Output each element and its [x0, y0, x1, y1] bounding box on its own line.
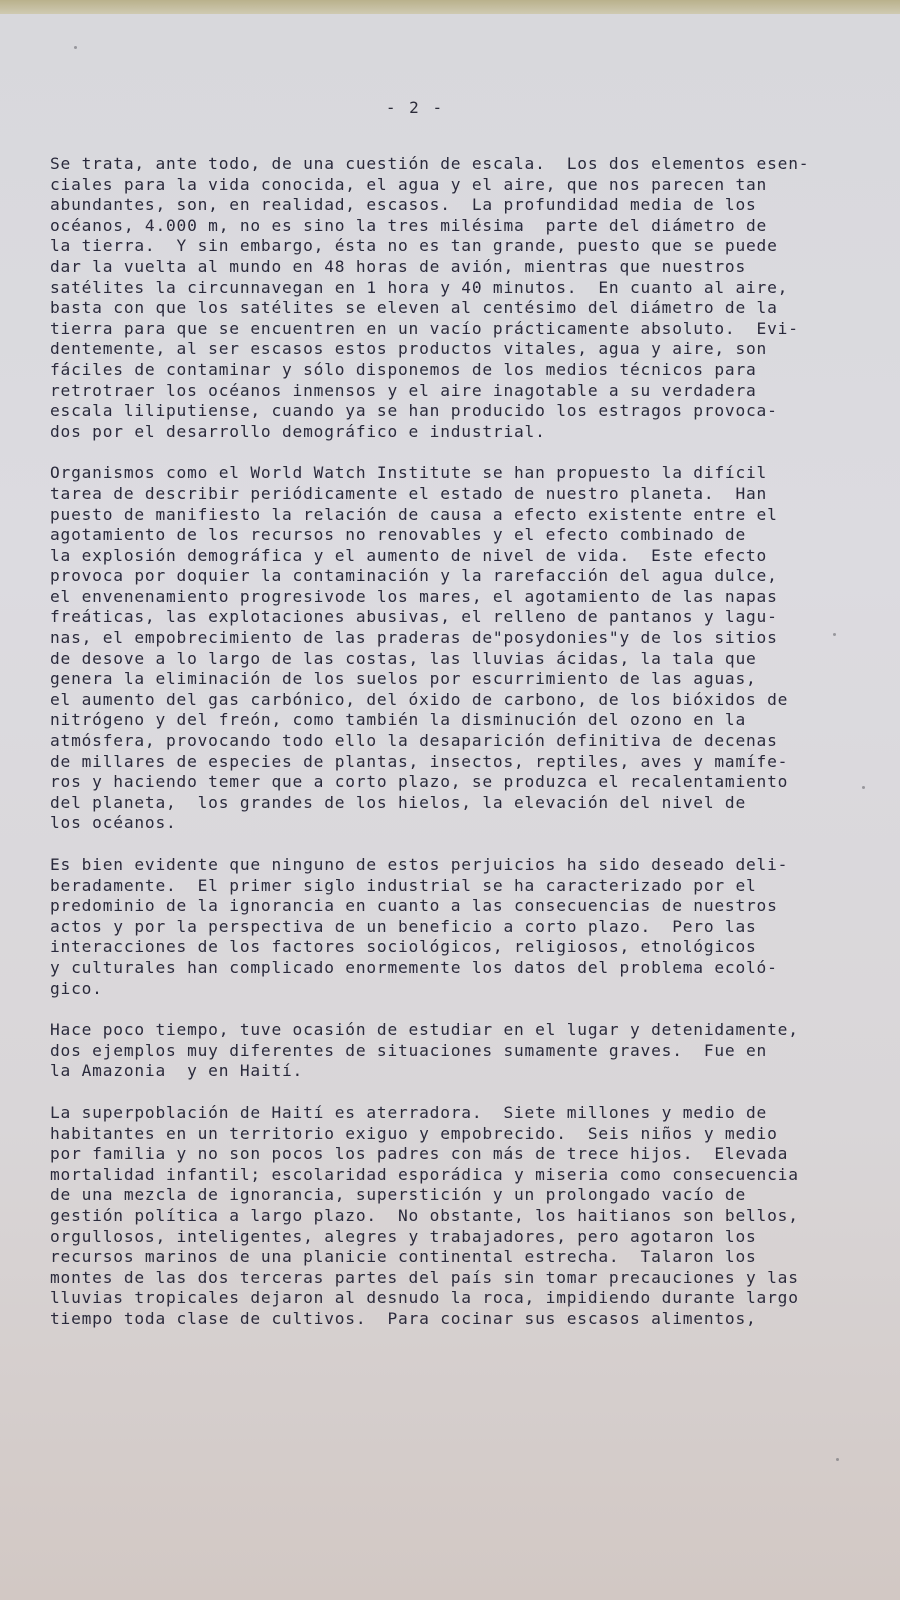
paragraph: [50, 1020, 860, 1082]
text-line: La superpoblación de Haití es aterradora. Siete millones y medio de: [50, 1102, 768, 1122]
text-line: de desove a lo largo de las costas, las lluvias ácidas, la tala que: [50, 648, 757, 668]
text-line: escala liliputiense, cuando ya se han producido los estragos provoca-: [50, 401, 778, 421]
paper-speck: [862, 786, 865, 789]
text-line: predominio de la ignorancia en cuanto a las consecuencias de nuestros: [50, 896, 778, 916]
text-line: beradamente. El primer siglo industrial se ha caracterizado por el: [50, 875, 757, 895]
text-line: basta con que los satélites se eleven al centésimo del diámetro de la: [50, 298, 778, 318]
text-line: montes de las dos terceras partes del país sin tomar precauciones y las: [50, 1267, 799, 1287]
text-line: atmósfera, provocando todo ello la desaparición definitiva de decenas: [50, 731, 778, 751]
text-line: ciales para la vida conocida, el agua y el aire, que nos parecen tan: [50, 174, 768, 194]
text-line: provoca por doquier la contaminación y la rarefacción del agua dulce,: [50, 566, 778, 586]
text-line: Se trata, ante todo, de una cuestión de escala. Los dos elementos esen-: [50, 154, 810, 173]
text-line: orgullosos, inteligentes, alegres y trabajadores, pero agotaron los: [50, 1226, 757, 1246]
text-line: tiempo toda clase de cultivos. Para cocinar sus escasos alimentos,: [50, 1308, 757, 1328]
text-line: por familia y no son pocos los padres con más de trece hijos. Elevada: [50, 1144, 789, 1164]
paper-speck: [833, 633, 836, 636]
text-line: nitrógeno y del freón, como también la disminución del ozono en la: [50, 710, 747, 730]
text-line: la Amazonia y en Haití.: [50, 1061, 304, 1081]
text-line: dos ejemplos muy diferentes de situaciones sumamente graves. Fue en: [50, 1040, 768, 1060]
text-line: genera la eliminación de los suelos por escurrimiento de las aguas,: [50, 669, 757, 689]
text-line: los océanos.: [50, 813, 177, 833]
body-text: [50, 154, 860, 1350]
text-line: Es bien evidente que ninguno de estos perjuicios ha sido deseado deli-: [50, 855, 789, 874]
text-line: tierra para que se encuentren en un vacío prácticamente absoluto. Evi-: [50, 318, 799, 338]
text-line: freáticas, las explotaciones abusivas, el relleno de pantanos y lagu-: [50, 607, 778, 627]
text-line: abundantes, son, en realidad, escasos. La profundidad media de los: [50, 195, 757, 215]
page-number: - 2 -: [385, 98, 445, 117]
text-line: tarea de describir periódicamente el estado de nuestro planeta. Han: [50, 483, 768, 503]
text-line: fáciles de contaminar y sólo disponemos de los medios técnicos para: [50, 359, 757, 379]
paragraph: [50, 855, 860, 999]
text-line: recursos marinos de una planicie continental estrecha. Talaron los: [50, 1247, 757, 1267]
paper-speck: [836, 1458, 839, 1461]
text-line: interacciones de los factores sociológicos, religiosos, etnológicos: [50, 937, 757, 957]
text-line: satélites la circunnavegan en 1 hora y 40 minutos. En cuanto al aire,: [50, 277, 789, 297]
text-line: la tierra. Y sin embargo, ésta no es tan grande, puesto que se puede: [50, 236, 778, 256]
text-line: gico.: [50, 978, 103, 998]
text-line: dar la vuelta al mundo en 48 horas de avión, mientras que nuestros: [50, 256, 747, 276]
text-line: dentemente, al ser escasos estos productos vitales, agua y aire, son: [50, 339, 768, 359]
text-line: habitantes en un territorio exiguo y empobrecido. Seis niños y medio: [50, 1123, 778, 1143]
paragraph: [50, 154, 860, 442]
text-line: y culturales han complicado enormemente los datos del problema ecoló-: [50, 957, 778, 977]
paper-speck: [74, 46, 77, 49]
text-line: Organismos como el World Watch Institute se han propuesto la difícil: [50, 463, 768, 483]
text-line: nas, el empobrecimiento de las praderas de"posydonies"y de los sitios: [50, 628, 778, 648]
text-line: océanos, 4.000 m, no es sino la tres milésima parte del diámetro de: [50, 215, 768, 235]
text-line: actos y por la perspectiva de un beneficio a corto plazo. Pero las: [50, 916, 757, 936]
text-line: el aumento del gas carbónico, del óxido de carbono, de los bióxidos de: [50, 689, 789, 709]
page-top-edge: [0, 0, 900, 14]
paragraph: [50, 1103, 860, 1330]
text-line: del planeta, los grandes de los hielos, la elevación del nivel de: [50, 792, 747, 812]
text-line: retrotraer los océanos inmensos y el aire inagotable a su verdadera: [50, 380, 757, 400]
text-line: puesto de manifiesto la relación de causa a efecto existente entre el: [50, 504, 778, 524]
text-line: mortalidad infantil; escolaridad esporádica y miseria como consecuencia: [50, 1164, 799, 1184]
text-line: dos por el desarrollo demográfico e industrial.: [50, 421, 546, 441]
text-line: gestión política a largo plazo. No obstante, los haitianos son bellos,: [50, 1205, 799, 1225]
text-line: de millares de especies de plantas, insectos, reptiles, aves y mamífe-: [50, 751, 789, 771]
text-line: lluvias tropicales dejaron al desnudo la roca, impidiendo durante largo: [50, 1288, 799, 1308]
text-line: de una mezcla de ignorancia, superstición y un prolongado vacío de: [50, 1185, 747, 1205]
paragraph: [50, 463, 860, 834]
text-line: Hace poco tiempo, tuve ocasión de estudiar en el lugar y detenidamente,: [50, 1020, 799, 1040]
text-line: el envenenamiento progresivode los mares, el agotamiento de las napas: [50, 586, 778, 606]
text-line: agotamiento de los recursos no renovables y el efecto combinado de: [50, 525, 747, 545]
text-line: ros y haciendo temer que a corto plazo, se produzca el recalentamiento: [50, 772, 789, 792]
text-line: la explosión demográfica y el aumento de nivel de vida. Este efecto: [50, 545, 768, 565]
